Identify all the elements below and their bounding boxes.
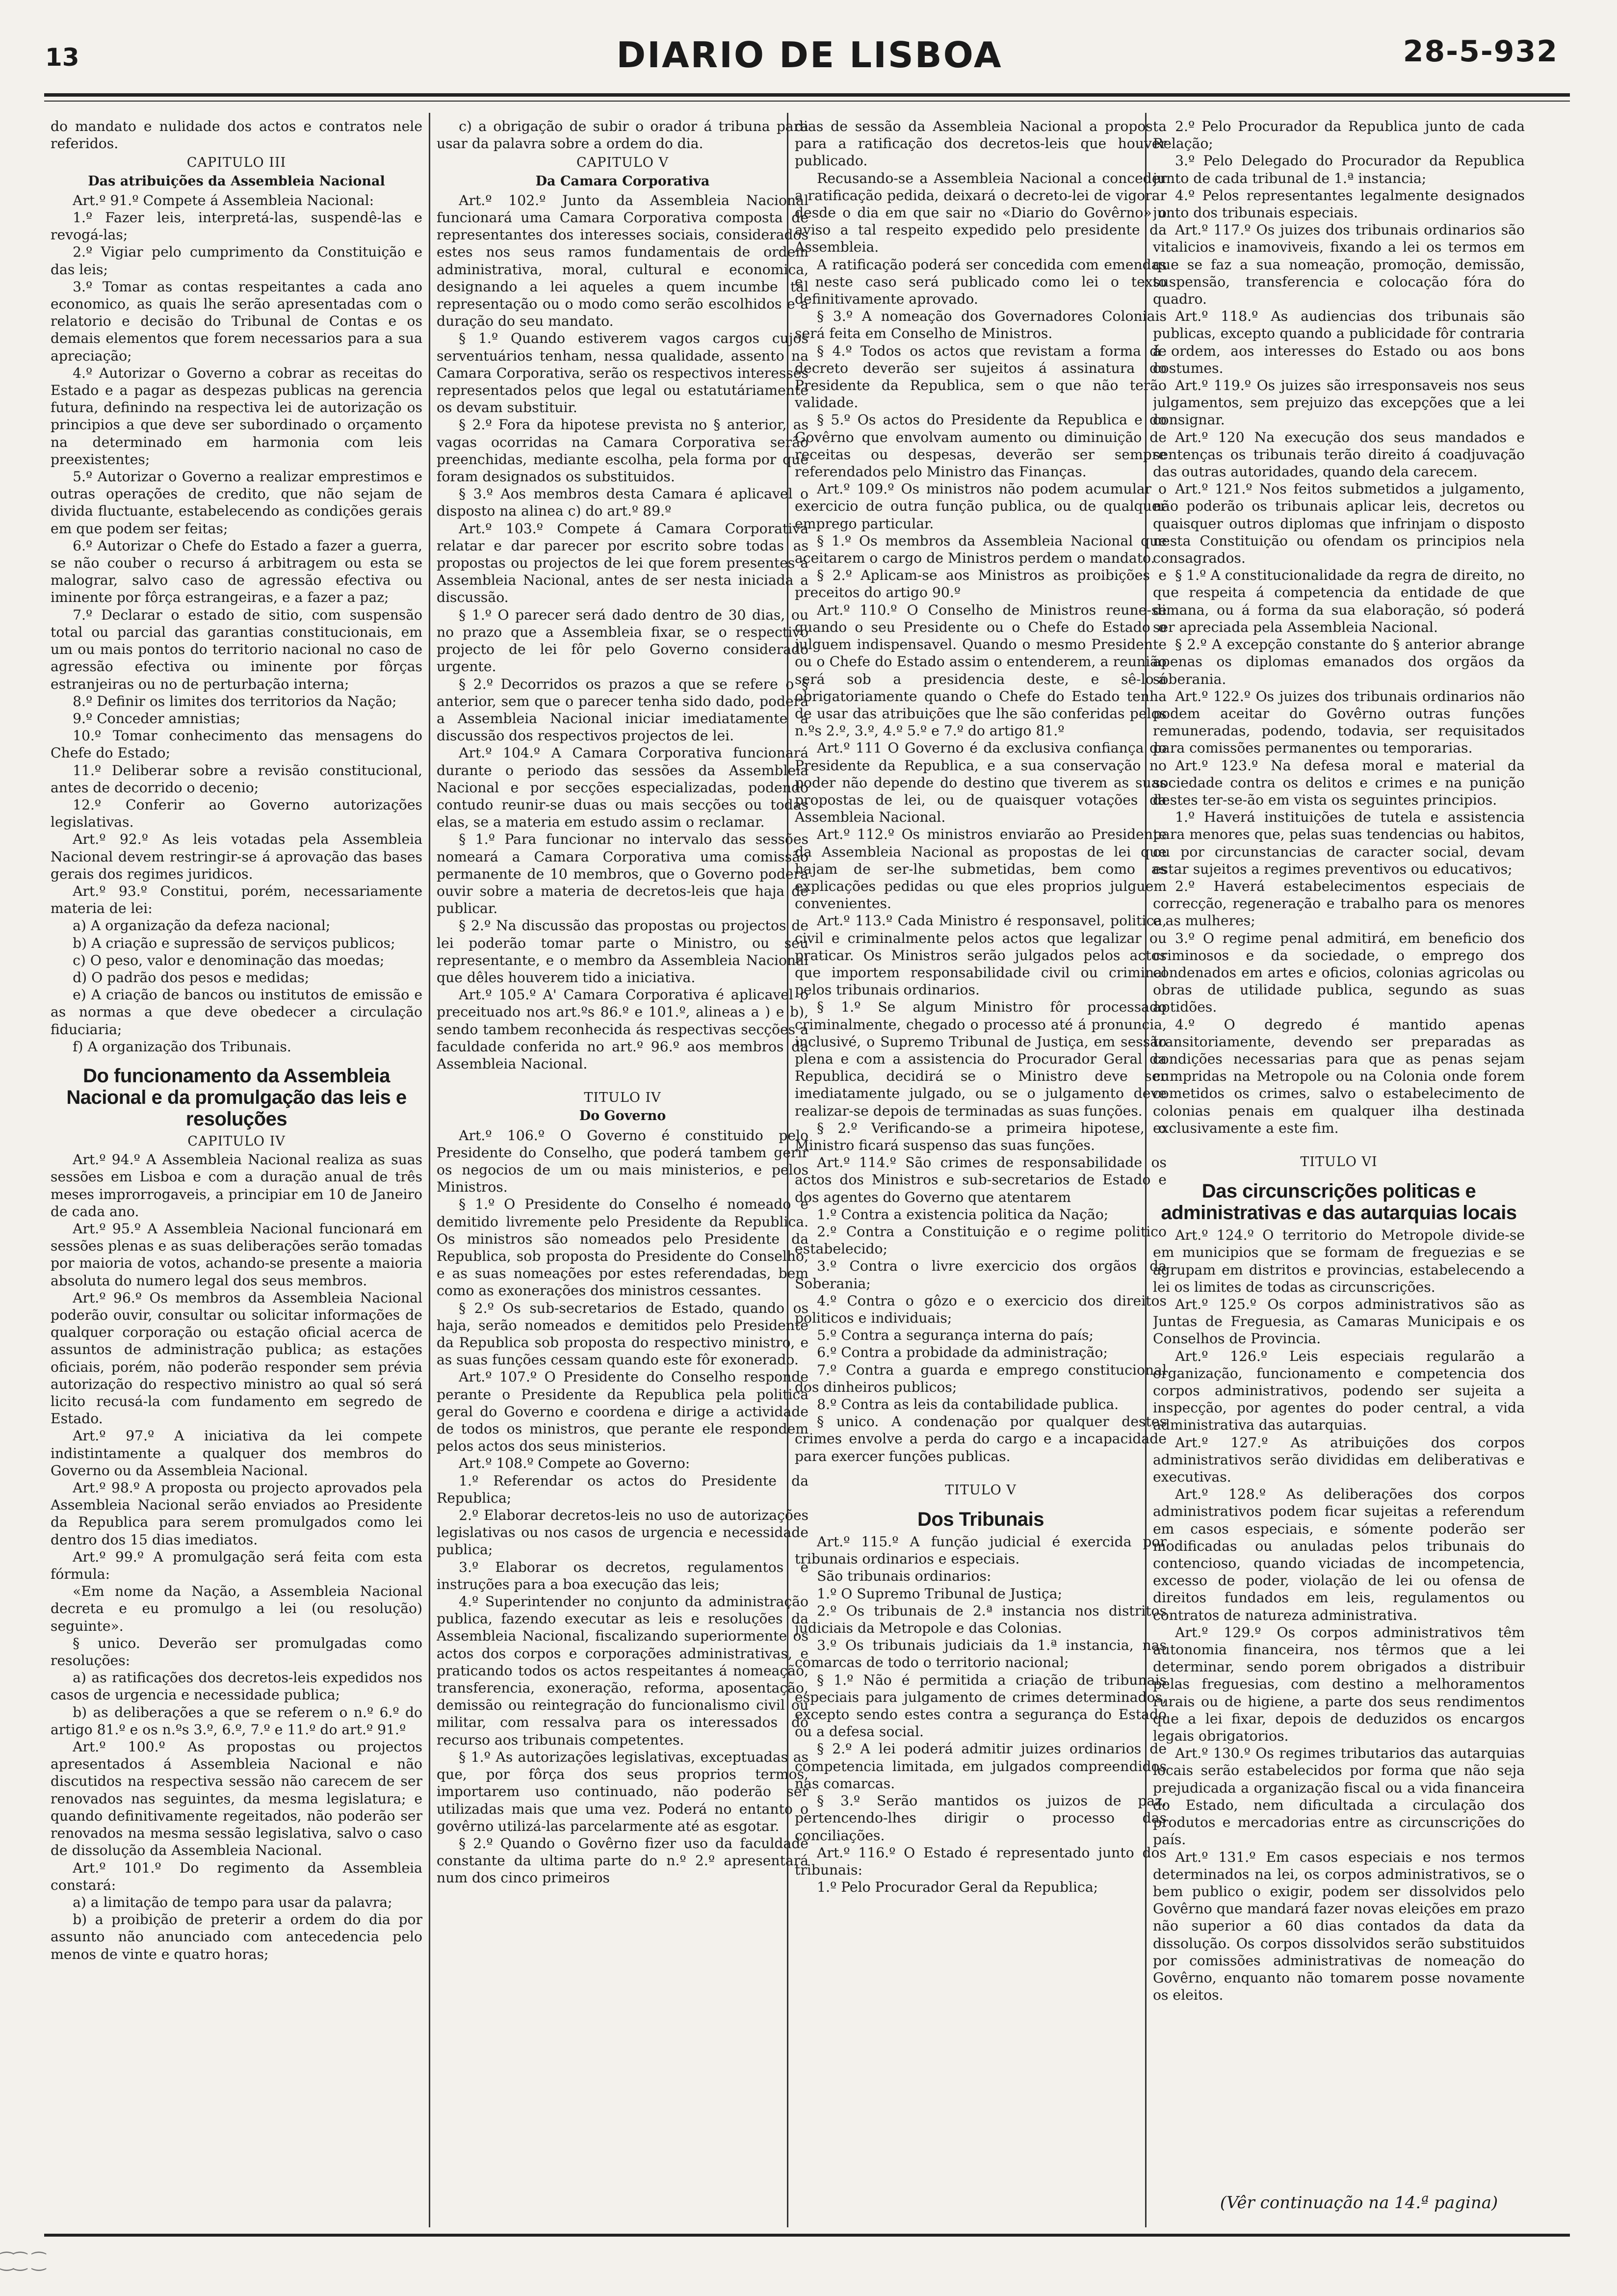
- paragraph: Art.º 124.º O territorio do Metropole divide-se em municipios que se formam de freguezias e se agrupam em distritos e provincias, estabelecendo a lei os limites de todas as circunscrições.: [1153, 1227, 1525, 1295]
- paragraph: Art.º 114.º São crimes de responsabilidade os actos dos Ministros e sub-secretarios de Estado e dos agentes do Governo que atentarem: [795, 1154, 1167, 1205]
- paragraph: Art.º 95.º A Assembleia Nacional funcionará em sessões plenas e as suas deliberações serão tomadas por maioria de votos, achando-se presente a maioria absoluta do numero legal dos seus membros.: [51, 1220, 422, 1289]
- paragraph: § 1.º A constitucionalidade da regra de direito, no que respeita á competencia da entidade de que dimana, ou á forma da sua elaboração, só poderá ser apreciada pela Assembleia Nacional.: [1153, 567, 1525, 635]
- paragraph: Art.º 106.º O Governo é constituido pelo Presidente do Conselho, que poderá tambem gerir os negocios de um ou mais ministerios, e pelos Ministros.: [437, 1127, 808, 1196]
- paragraph: f) A organização dos Tribunais.: [73, 1038, 291, 1055]
- header-rule-thin: [44, 101, 1570, 102]
- paragraph: 2.º Os tribunais de 2.ª instancia nos distritos judiciais da Metropole e das Colonias.: [795, 1602, 1167, 1637]
- paragraph: 6.º Autorizar o Chefe do Estado a fazer a guerra, se não couber o recurso á arbitragem ou esta se malograr, salvo caso de agressão efectiva ou iminente por fôrça estrangeiras, e a fazer a paz;: [51, 537, 422, 606]
- paragraph: § 2.º A excepção constante do § anterior abrange apenas os diplomas emanados dos orgãos da soberania.: [1153, 636, 1525, 687]
- spacer: [1153, 1137, 1525, 1151]
- section-heading: CAPITULO III: [186, 155, 287, 171]
- paragraph: Art.º 104.º A Camara Corporativa funcionará durante o periodo das sessões da Assembleia Nacional e por secções especializadas, podendo contudo reunir-se duas ou mais secções ou todas elas, se a materia em estudo assim o reclamar.: [437, 745, 808, 831]
- paragraph: 3.º Os tribunais judiciais da 1.ª instancia, nas comarcas de todo o territorio nacional;: [795, 1637, 1167, 1671]
- paragraph: § 5.º Os actos do Presidente da Republica e do Govêrno que envolvam aumento ou diminuição de receitas ou despesas, deverão ser sempre referendados pelo Ministro das Finanças.: [795, 412, 1167, 480]
- paragraph: § 2.º Aplicam-se aos Ministros as proibições e preceitos do artigo 90.º: [795, 567, 1167, 601]
- paragraph: 1.º Contra a existencia politica da Nação;: [817, 1206, 1109, 1223]
- section-heading: TITULO VI: [1300, 1154, 1378, 1170]
- paragraph: § 1.º Se algum Ministro fôr processado criminalmente, chegado o processo até á pronuncia, inclusivé, o Supremo Tribunal de Justiça, em sessão plena e com a assistencia do Procurador Geral da Republica, decidirá se o Ministro deve ser imediatamente julgado, ou se o julgamento deve realizar-se depois de terminadas as suas funções.: [795, 999, 1167, 1119]
- paragraph: 10.º Tomar conhecimento das mensagens do Chefe do Estado;: [51, 728, 422, 761]
- paragraph: c) a obrigação de subir o orador á tribuna para usar da palavra sobre a ordem do dia.: [437, 118, 808, 152]
- paragraph: 5.º Contra a segurança interna do país;: [817, 1327, 1094, 1344]
- paragraph: Art.º 96.º Os membros da Assembleia Nacional poderão ouvir, consultar ou solicitar informações de qualquer corporação ou estação oficial acerca de assuntos de administração publica; as estações oficiais, porém, não poderão responder sem prévia autorização do respectivo ministro ao qual só será licito recusá-la com fundamento em segredo de Estado.: [51, 1289, 422, 1427]
- paragraph-continued: do mandato e nulidade dos actos e contratos nele referidos.: [51, 118, 422, 152]
- paragraph: Art.º 117.º Os juizes dos tribunais ordinarios são vitalicios e inamoviveis, fixando a lei os termos em que se faz a sua nomeação, promoção, demissão, suspensão, transferencia e colocação fóra do quadro.: [1153, 222, 1525, 308]
- paragraph: Art.º 103.º Compete á Camara Corporativa relatar e dar parecer por escrito sobre todas as propostas ou projectos de lei que forem presentes á Assembleia Nacional, antes de ser nesta iniciada a discussão.: [437, 520, 808, 606]
- paragraph: Art.º 92.º As leis votadas pela Assembleia Nacional devem restringir-se á aprovação das bases gerais dos regimes juridicos.: [51, 831, 422, 882]
- paragraph: § 3.º Serão mantidos os juizos de paz, pertencendo-lhes dirigir o processo das conciliações.: [795, 1793, 1167, 1844]
- paragraph: § 3.º A nomeação dos Governadores Coloniais será feita em Conselho de Ministros.: [795, 308, 1167, 342]
- paragraph: § 3.º Aos membros desta Camara é aplicavel o disposto na alinea c) do art.º 89.º: [437, 486, 808, 520]
- paragraph: 2.º Vigiar pelo cumprimento da Constituição e das leis;: [51, 244, 422, 278]
- column-2: [437, 118, 808, 2222]
- paragraph: Art.º 127.º As atribuições dos corpos administrativos serão divididas em deliberativas e executivas.: [1153, 1434, 1525, 1486]
- page-number: 13: [45, 43, 79, 72]
- paragraph: 4.º Contra o gôzo e o exercicio dos direitos politicos e individuais;: [795, 1292, 1167, 1327]
- paragraph: § 2.º Verificando-se a primeira hipotese, o Ministro ficará suspenso das suas funções.: [795, 1120, 1167, 1153]
- spacer: [437, 1072, 808, 1087]
- paragraph: a) a limitação de tempo para usar da palavra;: [73, 1894, 392, 1910]
- paragraph: b) a proibição de preterir a ordem do dia por assunto não anunciado com antecedencia pelo menos de vinte e quatro horas;: [51, 1911, 422, 1962]
- paragraph: Art.º 112.º Os ministros enviarão ao Presidente da Assembleia Nacional as propostas de lei que hajam de ser-lhe submetidas, bem como as explicações pedidas ou que eles proprios julguem convenientes.: [795, 826, 1167, 912]
- paragraph: Art.º 108.º Compete ao Governo:: [459, 1455, 690, 1472]
- paragraph: 8.º Contra as leis da contabilidade publica.: [817, 1396, 1119, 1413]
- paragraph: «Em nome da Nação, a Assembleia Nacional decreta e eu promulgo a lei (ou resolução) seguinte».: [51, 1583, 422, 1634]
- paragraph: Art.º 100.º As propostas ou projectos apresentados á Assembleia Nacional e não discutidos na respectiva sessão não carecem de ser renovados nas seguintes, da mesma legislatura; e quando definitivamente regeitados, não poderão ser renovados na mesma sessão legislativa, salvo o caso de dissolução da Assembleia Nacional.: [51, 1739, 422, 1859]
- paragraph: 3.º Pelo Delegado do Procurador da Republica junto de cada tribunal de 1.ª instancia;: [1153, 153, 1525, 186]
- paragraph: § 2.º Decorridos os prazos a que se refere o § anterior, sem que o parecer tenha sido dado, poderá a Assembleia Nacional iniciar imediatamente a discussão dos respectivos projectos de lei.: [437, 676, 808, 744]
- section-subheading: Do Governo: [579, 1108, 666, 1124]
- paragraph: 6.º Contra a probidade da administração;: [817, 1344, 1108, 1361]
- paragraph: Art.º 109.º Os ministros não podem acumular o exercicio de outra função publica, ou de qualquer emprego particular.: [795, 481, 1167, 532]
- section-heading: CAPITULO V: [576, 155, 669, 171]
- paragraph: 4.º O degredo é mantido apenas transitoriamente, devendo ser preparadas as condições necessarias para que as penas sejam cumpridas na Metropole ou na Colonia onde forem cometidos os crimes, salvo o estabelecimento de colonias penais em qualquer ilha destinada exclusivamente a este fim.: [1153, 1016, 1525, 1136]
- section-heading: TITULO IV: [584, 1090, 661, 1106]
- paragraph: 3.º Tomar as contas respeitantes a cada ano economico, as quais lhe serão apresentadas com o relatorio e decisão do Tribunal de Contas e os demais elementos que forem necessarios para a sua apreciação;: [51, 278, 422, 364]
- paragraph: 2.º Elaborar decretos-leis no uso de autorizações legislativas ou nos casos de urgencia e necessidade publica;: [437, 1507, 808, 1558]
- title-heading: Do funcionamento da Assembleia Nacional e da promulgação das leis e resoluções: [66, 1065, 407, 1130]
- paragraph: § 1.º O Presidente do Conselho é nomeado e demitido livremente pelo Presidente da Republica. Os ministros são nomeados pelo Presidente da Republica, sob proposta do Presidente do Conselho, e as suas nomeações por estes referendadas, bem como as exonerações dos ministros cessantes.: [437, 1196, 808, 1299]
- paragraph: 9.º Conceder amnistias;: [73, 710, 240, 727]
- paragraph: 1.º Referendar os actos do Presidente da Republica;: [437, 1472, 808, 1506]
- paragraph: § 1.º Para funcionar no intervalo das sessões nomeará a Camara Corporativa uma comissão permanente de 10 membros, que o Governo poderá ouvir sobre a materia de decretos-leis que haja de publicar.: [437, 831, 808, 917]
- paragraph: b) A criação e supressão de serviços publicos;: [73, 935, 395, 951]
- paragraph: Art.º 115.º A função judicial é exercida por tribunais ordinarios e especiais.: [795, 1534, 1167, 1567]
- paragraph: Art.º 111 O Governo é da exclusiva confiança do Presidente da Republica, e a sua conservação no poder não depende do destino que tiverem as suas propostas de lei, ou de quaisquer votações da Assembleia Nacional.: [795, 740, 1167, 826]
- paragraph: 1.º Fazer leis, interpretá-las, suspendê-las e revogá-las;: [51, 209, 422, 243]
- paragraph: Recusando-se a Assembleia Nacional a conceder a ratificação pedida, deixará o decreto-lei de vigorar desde o dia em que sair no «Diario do Govêrno» o aviso a tal respeito expedido pelo presidente da Assembleia.: [795, 170, 1167, 256]
- paragraph: a) A organização da defeza nacional;: [73, 917, 331, 934]
- paragraph: Art.º 97.º A iniciativa da lei compete indistintamente a qualquer dos membros do Governo ou da Assembleia Nacional.: [51, 1428, 422, 1479]
- paragraph: Art.º 120 Na execução dos seus mandados e sentenças os tribunais terão direito á coadjuvação das outras autoridades, quando dela carecem.: [1153, 429, 1525, 480]
- paragraph: 4.º Superintender no conjunto da administração publica, fazendo executar as leis e resoluções da Assembleia Nacional, fiscalizando superiormente os actos dos corpos e corporações administrativas, e praticando todos os actos respeitantes á nomeação, transferencia, exoneração, reforma, aposentação, demissão ou reintegração do funcionalismo civil ou militar, com ressalva para os interessados do recurso aos tribunais competentes.: [437, 1593, 808, 1748]
- paragraph: 8.º Definir os limites dos territorios da Nação;: [73, 693, 397, 709]
- paragraph: Art.º 125.º Os corpos administrativos são as Juntas de Freguesia, as Camaras Municipais e os Conselhos de Provincia.: [1153, 1296, 1525, 1347]
- paragraph: 4.º Autorizar o Governo a cobrar as receitas do Estado e a pagar as despezas publicas na gerencia futura, definindo na respectiva lei de autorização os principios a que deve ser subordinado o orçamento na determinado em harmonia com leis preexistentes;: [51, 365, 422, 468]
- column-1: [51, 118, 422, 2222]
- paragraph: Art.º 105.º A' Camara Corporativa é aplicavel o preceituado nos art.ºs 86.º e 101.º, alineas a ) e b), sendo tambem reconhecida ás respectivas secções a faculdade conferida no art.º 96.º aos membros da Assembleia Nacional.: [437, 987, 808, 1072]
- column-3: [795, 118, 1167, 2222]
- footer-mark: ⁐⁐ ⁐: [0, 2252, 46, 2271]
- section-subheading: Da Camara Corporativa: [535, 173, 710, 189]
- footer-rule: [44, 2234, 1570, 2237]
- paragraph: § 1.º Não é permitida a criação de tribunais especiais para julgamento de crimes determinados, excepto sendo estes contra a segurança do Estado ou a defesa social.: [795, 1671, 1167, 1740]
- paragraph: 4.º Pelos representantes legalmente designados junto dos tribunais especiais.: [1153, 187, 1525, 221]
- paragraph: 7.º Declarar o estado de sitio, com suspensão total ou parcial das garantias constitucionais, em um ou mais pontos do territorio nacional no caso de agressão efectiva ou iminente por fôrças estranjeiras ou no de perturbação interna;: [51, 606, 422, 692]
- paragraph: Art.º 126.º Leis especiais regularão a organização, funcionamento e competencia dos corpos administrativos, podendo ser sujeita a inspecção, por agentes do poder central, a vida administrativa das autarquias.: [1153, 1348, 1525, 1434]
- paragraph: § 2.º Na discussão das propostas ou projectos de lei poderão tomar parte o Ministro, ou seu representante, e o membro da Assembleia Nacional que dêles houverem tido a iniciativa.: [437, 917, 808, 986]
- paragraph: § 2.º Os sub-secretarios de Estado, quando os haja, serão nomeados e demitidos pelo Presidente da Republica sob proposta do respectivo ministro, e as suas funções cessam quando este fôr exonerado.: [437, 1300, 808, 1368]
- paragraph: Art.º 91.º Compete á Assembleia Nacional:: [73, 192, 374, 209]
- header-rule: [44, 93, 1570, 97]
- paragraph: Art.º 99.º A promulgação será feita com esta fórmula:: [51, 1548, 422, 1583]
- paragraph: Art.º 131.º Em casos especiais e nos termos determinados na lei, os corpos administrativos, se o bem publico o exigir, podem ser dissolvidos pelo Govêrno que mandará fazer novas eleições em prazo não superior a 60 dias contados da data da dissolução. Os corpos dissolvidos serão substituidos por comissões administrativas de nomeação do Govêrno, enquanto não tomarem posse novamente os eleitos.: [1153, 1849, 1525, 2004]
- paragraph: 3.º Contra o livre exercicio dos orgãos da Soberania;: [795, 1258, 1167, 1292]
- paragraph: 1.º Pelo Procurador Geral da Republica;: [817, 1879, 1098, 1896]
- paragraph: 3.º O regime penal admitirá, em beneficio dos criminosos e da sociedade, o emprego dos condenados em artes e oficios, colonias agricolas ou obras de utilidade publica, segundo as suas aptidões.: [1153, 930, 1525, 1016]
- paragraph: § unico. Deverão ser promulgadas como resoluções:: [51, 1635, 422, 1669]
- paragraph: 11.º Deliberar sobre a revisão constitucional, antes de decorrido o decenio;: [51, 762, 422, 796]
- paragraph: 12.º Conferir ao Governo autorizações legislativas.: [51, 796, 422, 831]
- paragraph: Art.º 119.º Os juizes são irresponsaveis nos seus julgamentos, sem prejuizo das excepções que a lei consignar.: [1153, 377, 1525, 428]
- column-4: [1153, 118, 1525, 2222]
- paragraph: 2.º Contra a Constituição e o regime politico estabelecido;: [795, 1224, 1167, 1257]
- paragraph: Art.º 113.º Cada Ministro é responsavel, politica, civil e criminalmente pelos actos que legalizar ou praticar. Os Ministros serão julgados pelos actos que importem responsabilidade civil ou criminal pelos tribunais ordinarios.: [795, 913, 1167, 998]
- paragraph: Art.º 116.º O Estado é representado junto dos tribunais:: [795, 1844, 1167, 1878]
- paragraph: § 4.º Todos os actos que revistam a forma de decreto deverão ser sujeitos á assinatura do Presidente da Republica, sem o que não terão validade.: [795, 342, 1167, 411]
- issue-date: 28-5-932: [1403, 34, 1558, 69]
- paragraph: 2.º Haverá estabelecimentos especiais de correcção, regeneração e trabalho para os menores e as mulheres;: [1153, 878, 1525, 929]
- paragraph: 5.º Autorizar o Governo a realizar emprestimos e outras operações de credito, que não sejam de divida fluctuante, estabelecendo as condições gerais em que podem ser feitas;: [51, 469, 422, 537]
- paragraph: § 2.º Quando o Govêrno fizer uso da faculdade constante da ultima parte do n.º 2.º apresentará num dos cinco primeiros: [437, 1835, 808, 1886]
- section-heading: TITULO V: [945, 1482, 1017, 1498]
- paragraph: Art.º 121.º Nos feitos submetidos a julgamento, não poderão os tribunais aplicar leis, decretos ou quaisquer outros diplomas que infrinjam o disposto nesta Constituição ou ofendam os principios nela consagrados.: [1153, 481, 1525, 567]
- paragraph: 1.º Haverá instituições de tutela e assistencia para menores que, pelas suas tendencias ou habitos, ou por circunstancias de caracter social, devam estar sujeitos a regimes preventivos ou educativos;: [1153, 809, 1525, 877]
- paragraph: Art.º 102.º Junto da Assembleia Nacional funcionará uma Camara Corporativa composta de representantes dos interesses sociais, considerados estes nos seus ramos fundamentais de ordem administrativa, moral, cultural e economica, designando a lei aqueles a quem incumbe tal representação ou o modo como serão escolhidos e a duração do seu mandato.: [437, 192, 808, 330]
- paragraph: Art.º 122.º Os juizes dos tribunais ordinarios não podem aceitar do Govêrno outras funções remuneradas, podendo, todavia, ser requisitados para comissões permanentes ou temporarias.: [1153, 688, 1525, 757]
- paragraph: § 2.º A lei poderá admitir juizes ordinarios de competencia limitada, em julgados compreendidos nas comarcas.: [795, 1741, 1167, 1792]
- paragraph: Art.º 98.º A proposta ou projecto aprovados pela Assembleia Nacional serão enviados ao Presidente da Republica para serem promulgados como lei dentro dos 15 dias imediatos.: [51, 1480, 422, 1548]
- paragraph: Art.º 107.º O Presidente do Conselho responde perante o Presidente da Republica pela politica geral do Governo e coordena e dirige a actividade de todos os ministros, que perante ele respondem pelos actos dos seus ministerios.: [437, 1369, 808, 1455]
- paragraph: Art.º 130.º Os regimes tributarios das autarquias locais serão estabelecidos por forma que não seja prejudicada a organização fiscal ou a vida financeira do Estado, nem dificultada a circulação dos produtos e mercadorias entre as circunscrições do país.: [1153, 1745, 1525, 1848]
- paragraph: d) O padrão dos pesos e medidas;: [73, 969, 310, 986]
- paragraph: Art.º 101.º Do regimento da Assembleia constará:: [51, 1859, 422, 1893]
- column-divider: [429, 113, 430, 2227]
- paragraph: Art.º 110.º O Conselho de Ministros reune-se quando o seu Presidente ou o Chefe do Estado o julguem indispensavel. Quando o mesmo Presidente ou o Chefe do Estado assim o entenderem, a reunião será sob a presidencia deste, e sê-lo-á obrigatoriamente quando o Chefe do Estado tenha de usar das atribuições que lhe são conferidas pelos n.ºs 2.º, 3.º, 4.º 5.º e 7.º do artigo 81.º: [795, 601, 1167, 739]
- paragraph: § 1.º Quando estiverem vagos cargos cujos serventuários tenham, nessa qualidade, assento na Camara Corporativa, serão os respectivos interesses representados pelos que legal ou estatutáriamente os devam substituir.: [437, 330, 808, 416]
- paragraph: e) A criação de bancos ou institutos de emissão e as normas a que deve obedecer a circulação fiduciaria;: [51, 987, 422, 1038]
- continuation-note: (Vêr continuação na 14.ª pagina): [1220, 2193, 1498, 2213]
- paragraph: § 1.º Os membros da Assembleia Nacional que aceitarem o cargo de Ministros perdem o mandato.: [795, 532, 1167, 567]
- paragraph: A ratificação poderá ser concedida com emendas e neste caso será publicado como lei o texto definitivamente aprovado.: [795, 256, 1167, 308]
- section-heading: CAPITULO IV: [187, 1133, 286, 1149]
- paragraph: § 2.º Fora da hipotese prevista no § anterior, as vagas ocorridas na Camara Corporativa serão preenchidas, mediante escolha, pela forma por que foram designados os substituidos.: [437, 417, 808, 485]
- paragraph: c) O peso, valor e denominação das moedas;: [73, 952, 385, 968]
- spacer: [795, 1465, 1167, 1480]
- paragraph: Art.º 129.º Os corpos administrativos têm autonomia financeira, nos têrmos que a lei determinar, sendo porem obrigados a distribuir pelas freguesias, com destino a melhoramentos rurais ou de higiene, a parte dos seus rendimentos que a lei fixar, depois de deduzidos os encargos legais obrigatorios.: [1153, 1624, 1525, 1745]
- title-heading: Dos Tribunais: [917, 1509, 1044, 1531]
- paragraph: § unico. A condenação por qualquer destes crimes envolve a perda do cargo e a incapacidade para exercer funções publicas.: [795, 1413, 1167, 1464]
- paragraph: São tribunais ordinarios:: [817, 1568, 991, 1585]
- paragraph: Art.º 123.º Na defesa moral e material da sociedade contra os delitos e crimes e na punição destes ter-se-ão em vista os seguintes principios.: [1153, 757, 1525, 808]
- paragraph: Art.º 94.º A Assembleia Nacional realiza as suas sessões em Lisboa e com a duração anual de três meses improrrogaveis, a principiar em 10 de Janeiro de cada ano.: [51, 1151, 422, 1220]
- masthead: DIARIO DE LISBOA: [616, 34, 1003, 76]
- paragraph: Art.º 118.º As audiencias dos tribunais são publicas, excepto quando a publicidade fôr contraria á ordem, aos interesses do Estado ou aos bons costumes.: [1153, 308, 1525, 376]
- paragraph: § 1.º As autorizações legislativas, exceptuadas as que, por fôrça dos seus proprios termos, importarem uso continuado, não poderão ser utilizadas mais que uma vez. Poderá no entanto o govêrno utilizá-las parcelarmente até as esgotar.: [437, 1748, 808, 1834]
- paragraph: 3.º Elaborar os decretos, regulamentos e instruções para a boa execução das leis;: [437, 1559, 808, 1592]
- paragraph: b) as deliberações a que se referem o n.º 6.º do artigo 81.º e os n.ºs 3.º, 6.º, 7.º e 11.º do art.º 91.º: [51, 1704, 422, 1738]
- paragraph: 7.º Contra a guarda e emprego constitucional dos dinheiros publicos;: [795, 1361, 1167, 1395]
- paragraph: § 1.º O parecer será dado dentro de 30 dias, ou no prazo que a Assembleia fixar, se o respectivo projecto de lei fôr pelo Governo considerado urgente.: [437, 606, 808, 675]
- paragraph: 1.º O Supremo Tribunal de Justiça;: [817, 1585, 1063, 1602]
- paragraph: 2.º Pelo Procurador da Republica junto de cada Relação;: [1153, 118, 1525, 152]
- paragraph: Art.º 128.º As deliberações dos corpos administrativos podem ficar sujeitas a referendum em casos especiais, e sómente poderão ser modificadas ou anuladas pelos tribunais do contencioso, quando viciadas de incompetencia, excesso de poder, violação de lei ou ofensa de direitos fundados em leis, regulamentos ou contratos de natureza administrativa.: [1153, 1486, 1525, 1623]
- paragraph-continued: dias de sessão da Assembleia Nacional a proposta para a ratificação dos decretos-leis que houver publicado.: [795, 118, 1167, 169]
- title-heading: Das circunscrições politicas e administrativas e das autarquias locais: [1161, 1180, 1517, 1224]
- paragraph: a) as ratificações dos decretos-leis expedidos nos casos de urgencia e necessidade publica;: [51, 1670, 422, 1703]
- section-subheading: Das atribuições da Assembleia Nacional: [88, 173, 385, 189]
- paragraph: Art.º 93.º Constitui, porém, necessariamente materia de lei:: [51, 883, 422, 917]
